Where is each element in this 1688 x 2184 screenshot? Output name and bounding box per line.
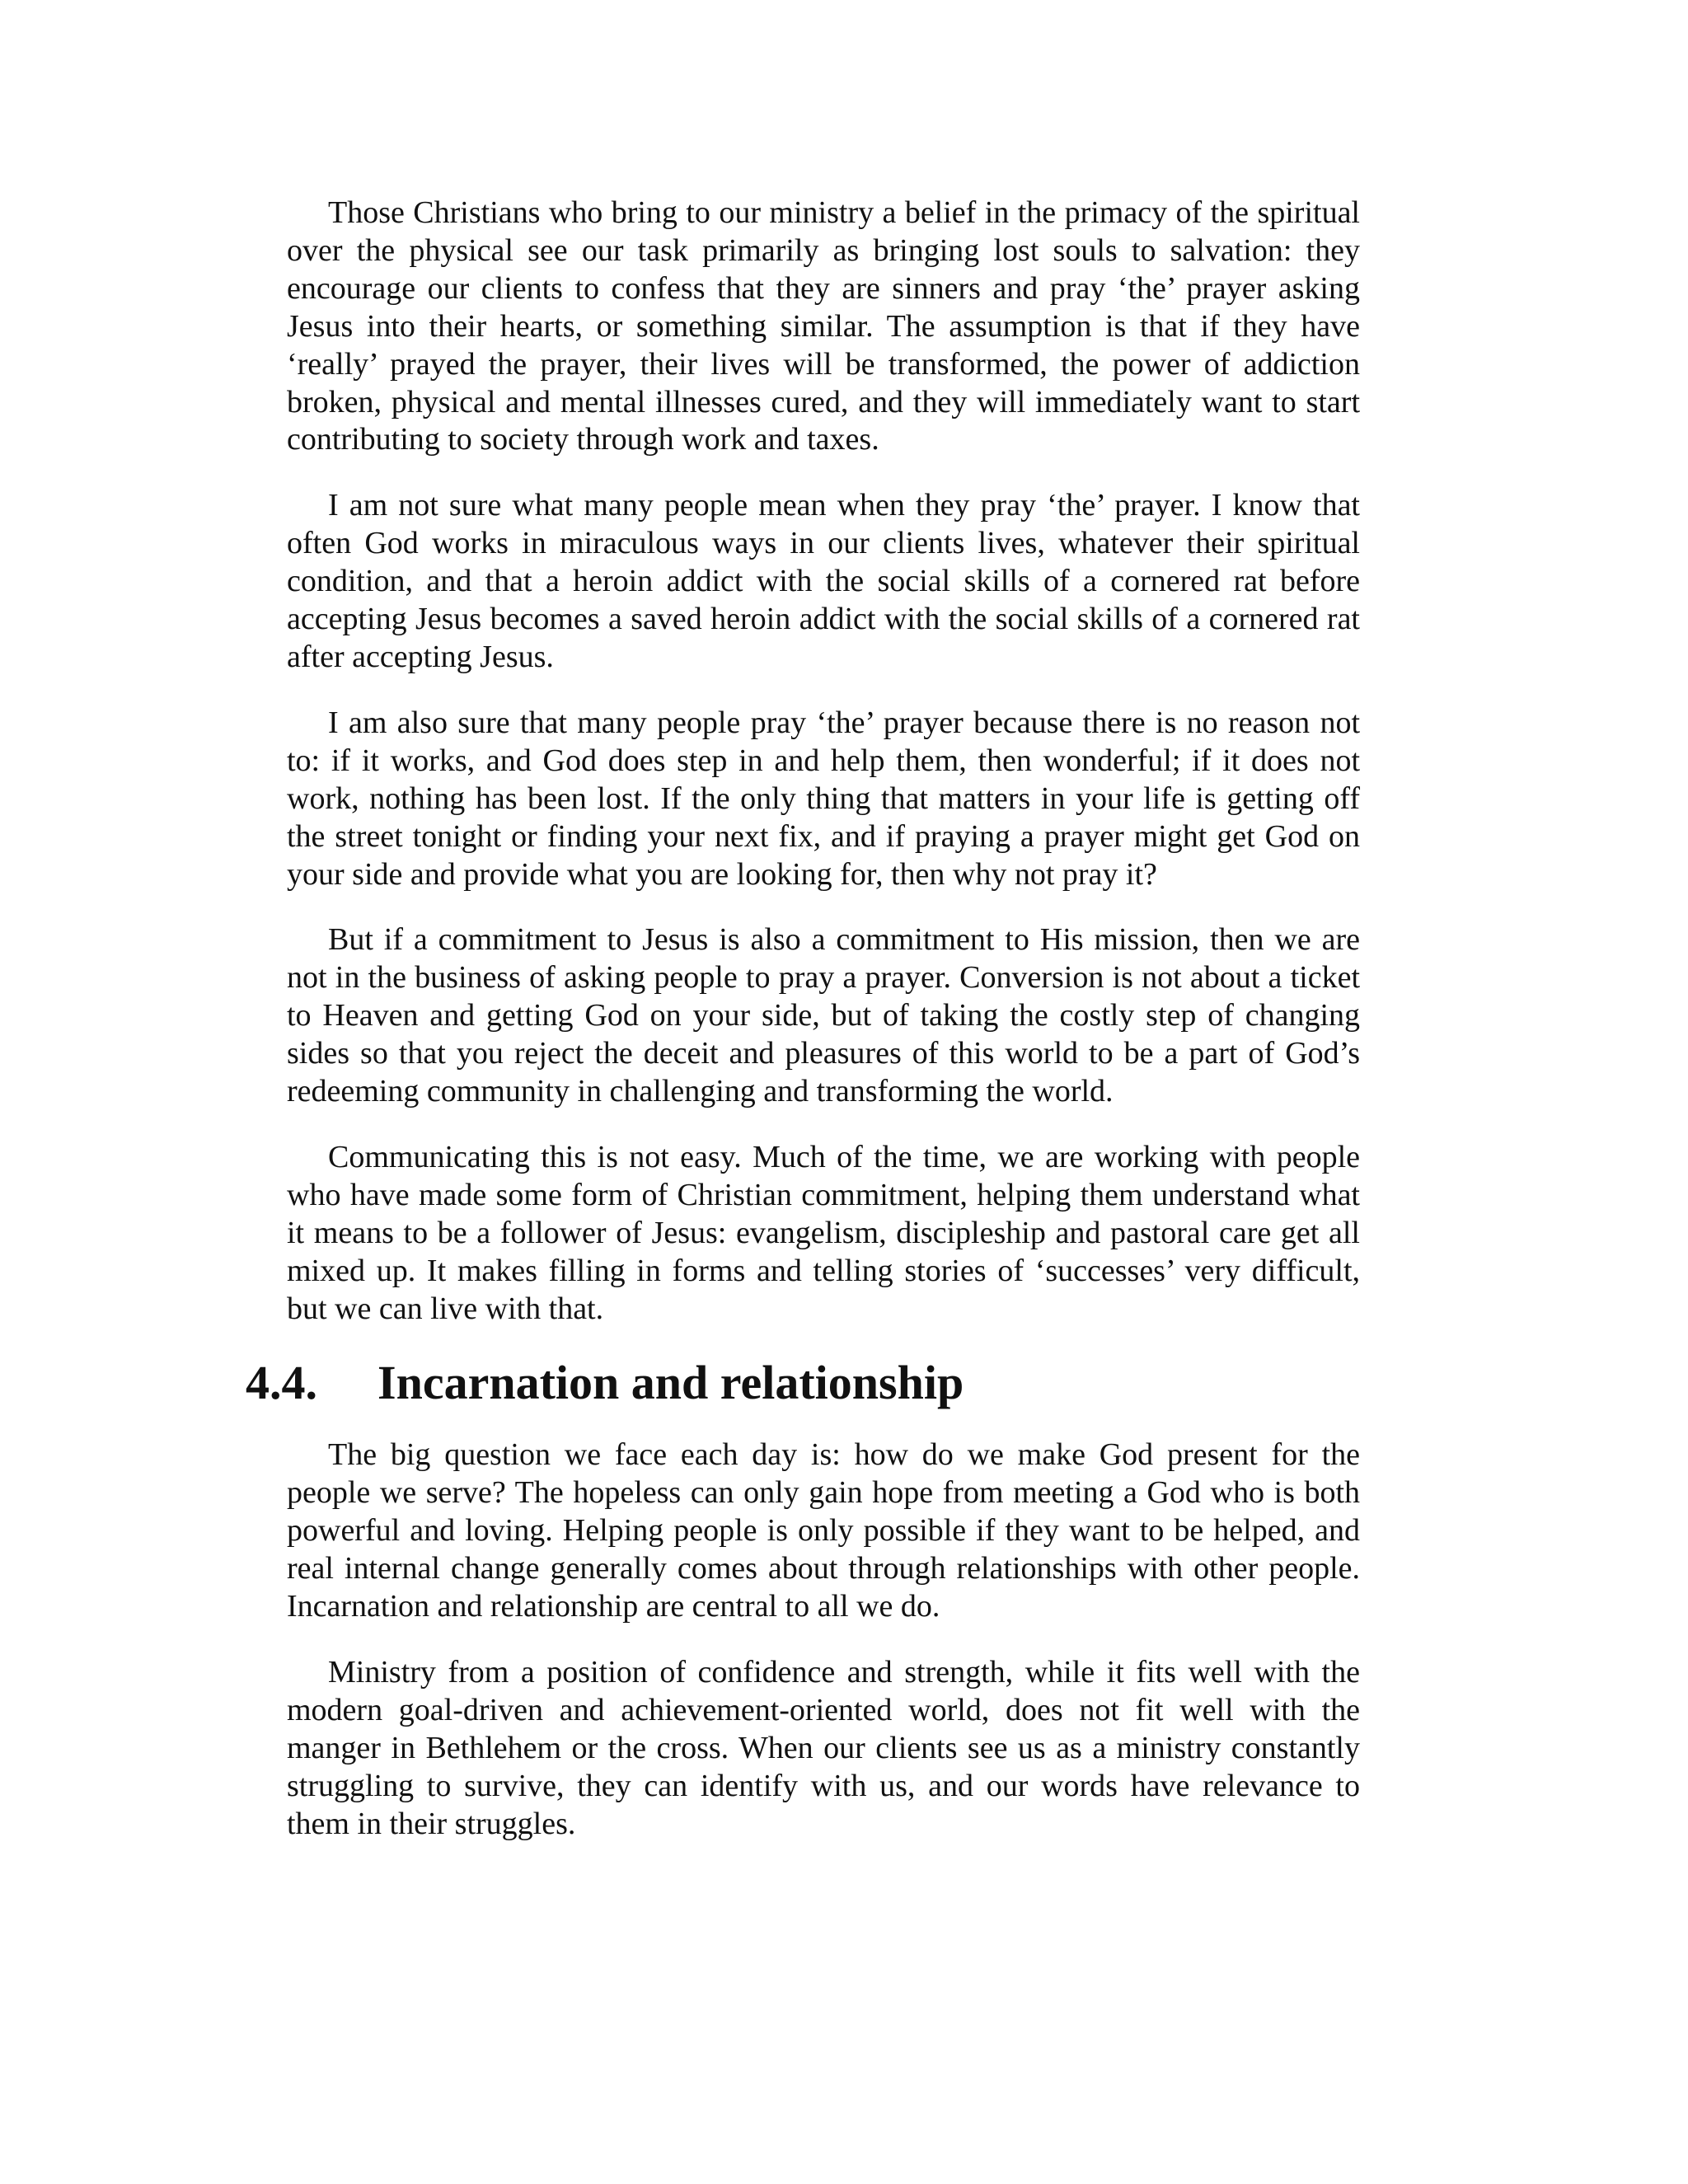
section-heading [246,1356,1360,1410]
section-number: 4.4. [246,1356,317,1410]
paragraph: But if a commitment to Jesus is also a commitment to His mission, then we are not in the business of asking people to pray a prayer. Conversion is not about a ticket to Heaven and getting God on your side, but of taking the costly step of changing sides so that you reject the deceit and pleasures of this world to be a part of God’s redeeming community in challenging and transforming the world. [287,922,1360,1109]
paragraph: I am also sure that many people pray ‘the’ prayer because there is no reason not to: if it works, and God does step in and help them, then wonderful; if it does not work, nothing has been lost. If the only thing that matters in your life is getting off the street tonight or finding your next fix, and if praying a prayer might get God on your side and provide what you are looking for, then why not pray it? [287,705,1360,892]
paragraph: Ministry from a position of confidence and strength, while it fits well with the modern goal-driven and achievement-oriented world, does not fit well with the manger in Bethlehem or the cross. When our clients see us as a ministry constantly struggling to survive, they can identify with us, and our words have relevance to them in their struggles. [287,1655,1360,1841]
paragraph: The big question we face each day is: how do we make God present for the people we serve? The hopeless can only gain hope from meeting a God who is both powerful and loving. Helping people is only possible if they want to be helped, and real internal change generally comes about through relationships with other people. Incarnation and relationship are central to all we do. [287,1437,1360,1624]
paragraph: Those Christians who bring to our ministry a belief in the primacy of the spiritual over the physical see our task primarily as bringing lost souls to salvation: they encourage our clients to confess that they are sinners and pray ‘the’ prayer asking Jesus into their hearts, or something similar. The assumption is that if they have ‘really’ prayed the prayer, their lives will be transformed, the power of addiction broken, physical and mental illnesses cured, and they will immediately want to start contributing to society through work and taxes. [287,195,1360,457]
body-text [246,194,1360,1872]
section-title: Incarnation and relationship [377,1356,964,1410]
paragraph: Communicating this is not easy. Much of the time, we are working with people who have made some form of Christian commitment, helping them understand what it means to be a follower of Jesus: evangelism, discipleship and pastoral care get all mixed up. It makes filling in forms and telling stories of ‘successes’ very difficult, but we can live with that. [287,1139,1360,1326]
paragraph: I am not sure what many people mean when they pray ‘the’ prayer. I know that often God works in miraculous ways in our clients lives, whatever their spiritual condition, and that a heroin addict with the social skills of a cornered rat before accepting Jesus becomes a saved heroin addict with the social skills of a cornered rat after accepting Jesus. [287,488,1360,674]
